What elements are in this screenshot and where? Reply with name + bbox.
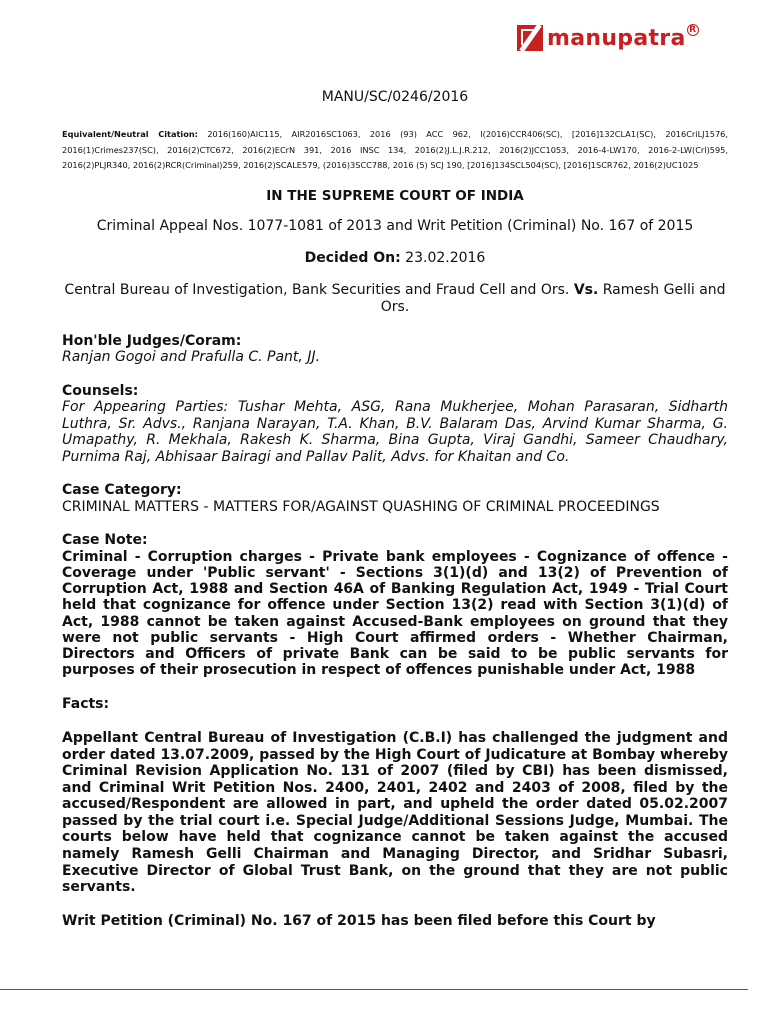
counsels: For Appearing Parties: Tushar Mehta, ASG, Rana Mukherjee, Mohan Parasaran, Sidharth Luthra, Sr. Advs., Ranjana Narayan, T.A. Khan, B.V. Balaram Das, Arvind Kumar Sharma, G. Umapathy, R. Mekhala, Rakesh K. Sharma, Bina Gupta, Viraj Gandhi, Sameer Chaudhary, Purnima Raj, Abhisaar Bairagi and Pallav Palit, Advs. for Khaitan and Co.	[62, 399, 728, 465]
facts-paragraph-2: Writ Petition (Criminal) No. 167 of 2015 has been filed before this Court by	[62, 912, 656, 929]
counsels-section	[62, 383, 728, 466]
court-name: IN THE SUPREME COURT OF INDIA	[266, 187, 524, 204]
case-note: Criminal - Corruption charges - Private bank employees - Cognizance of offence - Coverage under 'Public servant' - Sections 3(1)(d) and 13(2) of Prevention of Corruption Act, 1988 and Section 46A of Banking Regulation Act, 1949 - Trial Court held that cognizance for offence under Section 13(2) read with Section 3(1)(d) of Act, 1988 cannot be taken against Accused-Bank employees on ground that they were not public servants - High Court affirmed orders - Whether Chairman, Directors and Officers of private Bank can be said to be public servants for purposes of their prosecution in respect of offences punishable under Act, 1988	[62, 548, 728, 679]
category-section	[62, 482, 728, 515]
document-body	[62, 84, 728, 929]
case-numbers: Criminal Appeal Nos. 1077-1081 of 2013 and Writ Petition (Criminal) No. 167 of 2015	[96, 217, 694, 234]
citation-text: 2016(160)AIC115, AIR2016SC1063, 2016 (93) ACC 962, I(2016)CCR406(SC), [2016]132CLA1(SC), 2016CriLJ1576, 2016(1)Crimes237(SC), 2016(2)CTC672, 2016(2)ECrN 391, 2016 INSC 134, 2016(2)J.L.J.R.212, 2016(2)JCC1053, 2016-4-LW170, 2016-2-LW(Crl)595, 2016(2)PLJR340, 2016(2)RCR(Criminal)259, 2016(2)SCALE579, (2016)3SCC788, 2016 (5) SCJ 190, [2016]134SCL504(SC), [2016]1SCR762, 2016(2)UC1025	[62, 129, 728, 171]
case-note-label: Case Note:	[62, 532, 148, 549]
facts-label: Facts:	[62, 696, 110, 713]
manu-id: MANU/SC/0246/2016	[321, 89, 469, 105]
judges: Ranjan Gogoi and Prafulla C. Pant, JJ.	[62, 349, 321, 366]
manupatra-logo	[517, 22, 699, 54]
brand-name: manupatra	[547, 25, 686, 51]
judges-section	[62, 333, 728, 366]
decided-date: 23.02.2016	[400, 249, 486, 266]
versus: Vs.	[573, 281, 599, 298]
citation-block	[62, 127, 728, 174]
decided-label: Decided On:	[304, 249, 401, 266]
counsels-label: Counsels:	[62, 382, 139, 399]
facts-section	[62, 696, 728, 713]
registered-mark: R	[687, 24, 699, 36]
category: CRIMINAL MATTERS - MATTERS FOR/AGAINST QUASHING OF CRIMINAL PROCEEDINGS	[62, 498, 660, 515]
decided-on	[62, 250, 728, 266]
citation-label: Equivalent/Neutral Citation:	[62, 129, 198, 139]
facts-paragraph-1: Appellant Central Bureau of Investigation (C.B.I) has challenged the judgment and order dated 13.07.2009, passed by the High Court of Judicature at Bombay whereby Criminal Revision Application No. 131 of 2007 (filed by CBI) has been dismissed, and Criminal Writ Petition Nos. 2400, 2401, 2402 and 2403 of 2008, filed by the accused/Respondent are allowed in part, and upheld the order dated 05.02.2007 passed by the trial court i.e. Special Judge/Additional Sessions Judge, Mumbai. The courts below have held that cognizance cannot be taken against the accused namely Ramesh Gelli Chairman and Managing Director, and Sridhar Subasri, Executive Director of Global Trust Bank, on the ground that they are not public servants.	[62, 729, 728, 896]
judges-label: Hon'ble Judges/Coram:	[62, 332, 242, 349]
category-label: Case Category:	[62, 482, 182, 499]
party-respondent: Ramesh Gelli and Ors.	[380, 281, 726, 315]
manupatra-logo-icon	[517, 25, 543, 51]
parties	[62, 282, 728, 316]
party-appellant: Central Bureau of Investigation, Bank Securities and Fraud Cell and Ors.	[64, 281, 574, 298]
case-note-section	[62, 532, 728, 678]
footer-divider	[0, 989, 748, 990]
